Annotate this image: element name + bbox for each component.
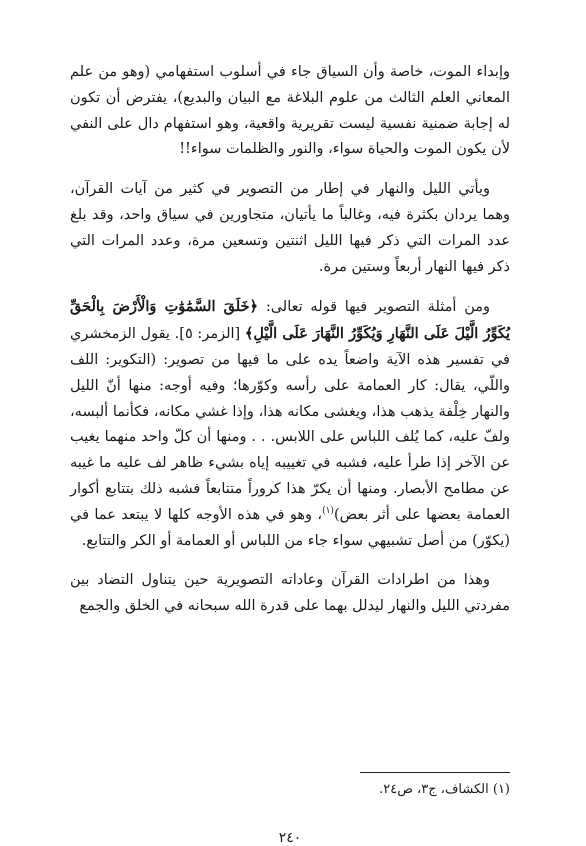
paragraph-2: ويأتي الليل والنهار في إطار من التصوير في كثير من آيات القرآن، وهما يردان بكثرة فيه، وغالباً ما يأتيان، متجاورين في سياق واحد، وقد بلغ عدد المرات التي ذكر فيها الليل اثنتين وتسعين مرة، وعدد المرات التي ذكر فيها النهار أربعاً وستين مرة. (70, 181, 510, 275)
footnote-divider (360, 772, 510, 773)
paragraph-3-tail: ، وهو في هذه الأوجه كلها لا يبتعد عما في (يكوّر) من أصل تشبيهي سواء جاء من اللباس أو العمامة أو الكر والتتابع. (70, 506, 510, 549)
footnote-marker: (١) (322, 505, 334, 516)
paragraph-4: وهذا من اطرادات القرآن وعاداته التصويرية حين يتناول التضاد بين مفردتي الليل والنهار ليدلل بهما على قدرة الله سبحانه في الخلق والجمع (70, 572, 510, 615)
footnote: (١) الكشاف، ج٣، ص٢٤. (379, 782, 510, 797)
paragraph-3 (70, 294, 510, 554)
paragraph-1: وإبداء الموت، خاصة وأن السياق جاء في أسلوب استفهامي (وهو من علم المعاني العلم الثالث من علوم البلاغة مع البيان والبديع)، يفترض أن تكون له إجابة ضمنية نفسية ليست تقريرية واقعية، وهو استفهام دال على النفي لأن يكون الموت والحياة سواء، والنور والظلمات سواء!! (70, 64, 510, 158)
verse-reference: [الزمر: ٥]. (169, 326, 245, 343)
quran-verse: ﴿خَلَقَ السَّمَٰوَٰتِ وَالْأَرْضَ بِالْحَقِّ يُكَوِّرُ الَّيْلَ عَلَى النَّهَارِ وَيُكَوِّرُ النَّهَارَ عَلَى الَّيْلِ﴾ (70, 298, 510, 343)
page-body (70, 60, 510, 846)
paragraph-3-intro: ومن أمثلة التصوير فيها قوله تعالى: (258, 299, 490, 316)
paragraph-3-body: يقول الزمخشري في تفسير هذه الآية واضعاً يده على ما فيها من تصوير: (التكوير: اللف واللّي، يقال: كار العمامة على رأسه وكوّرها؛ وفيه أوجه: منها أنّ الليل والنهار خِلْفة يذهب هذا، ويغشى مكانه هذا، وإذا غشي مكانه، فكأنما ألبسه، ولفّ عليه، كما يُلف اللباس على اللابس. . . ومنها أن كلّ واحد منهما يغيب عن الآخر إذا طرأ عليه، فشبه في تغييبه إياه بشيء ظاهر لف عليه ما غيبه عن مطامح الأبصار. ومنها أن يكرّ هذا كروراً متتابعاً فشبه ذلك بتتابع أكوار العمامة بعضها على أثر بعض) (70, 326, 510, 523)
page-number: ٢٤٠ (278, 830, 302, 846)
